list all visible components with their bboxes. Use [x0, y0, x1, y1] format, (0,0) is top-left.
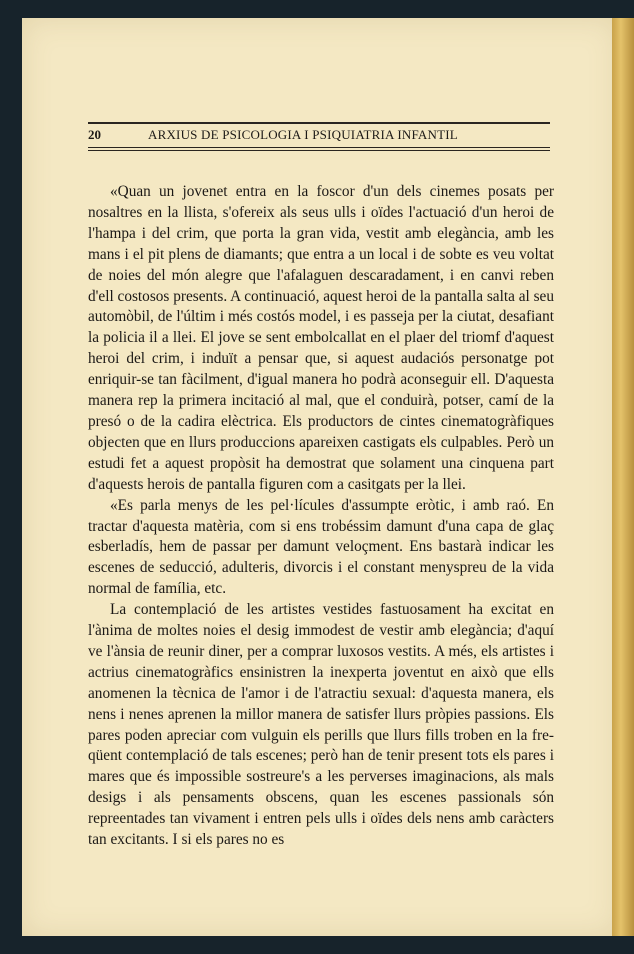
header-rule-bottom-double	[88, 150, 550, 151]
header-rule-top	[88, 122, 550, 124]
paragraph: La contemplació de les artistes vestides fastuosament ha excitat en l'ànima de moltes noies el desig immodest de vestir amb elegància; d'aquí ve l'ànsia de reunir diner, per a comprar luxosos vestits. A més, els artistes i actrius cinematogràfics ensinistren la inexperta joventut en això que ells anomenen la tècnica de l'amor i de l'atractiu sexual: d'aquesta manera, els nens i nenes aprenen la millor manera de satisfer llurs pròpies passions. Els pares poden apreciar com vulguin els perills que llurs fills troben en la freqüent contemplació de tals escenes; però han de tenir present tots els pares i mares que és impossible sostreure's a les perverses imaginacions, als mals desigs i als pensaments obscens, quan les escenes passionals són repreentades tan vivament i entren pels ulls i oïdes dels nens amb caràcters tan excitants. I si els pares no es	[88, 601, 554, 849]
paragraph: «Es parla menys de les pel·lícules d'assumpte eròtic, i amb raó. En tractar d'aquesta matèria, com si ens trobéssim damunt d'una capa de glaç esberladís, hem de passar per damunt veloçment. Ens bastarà indicar les escenes de seducció, adulteris, divorcis i el constant menyspreu de la vida normal de família, etc.	[88, 496, 554, 598]
running-header	[88, 122, 550, 151]
running-title: ARXIUS DE PSICOLOGIA I PSIQUIATRIA INFANTIL	[148, 127, 458, 142]
body-text	[88, 182, 554, 851]
next-page-edge	[612, 18, 634, 936]
header-line	[88, 127, 550, 145]
paragraph: «Quan un jovenet entra en la foscor d'un dels cinemes posats per nosaltres en la llista, s'ofereix als seus ulls i oïdes l'actuació d'un heroi de l'hampa i del crim, que porta la gran vida, vestit amb elegància, amb les mans i el pit plens de diamants; que entra a un local i de sobte es veu voltat de noies del món alegre que l'afalaguen descaradament, i en canvi reben d'ell costosos presents. A continuació, aquest heroi de la pantalla salta al seu automòbil, de l'últim i més costós model, i es passeja per la ciutat, desafiant la policia il a llei. El jove se sent embolcallat en el plaer del triomf d'aquest heroi del crim, i induït a pensar que, si aquest audaciós personatge pot enriquir-se tan fàcilment, d'igual manera ho podrà aconseguir ell. D'aquesta manera rep la primera incitació al mal, que el conduirà, potser, camí de la presó o de la cadira elèctrica. Els productors de cintes cinematogràfiques objecten que en llurs produccions apareixen castigats els culpables. Però un estudi fet a aquest propòsit ha demostrat que solament una cinquena part d'aquests herois de pantalla figuren com a casitgats per la llei.	[88, 183, 554, 493]
header-rule-bottom	[88, 147, 550, 148]
page-number: 20	[88, 127, 101, 142]
